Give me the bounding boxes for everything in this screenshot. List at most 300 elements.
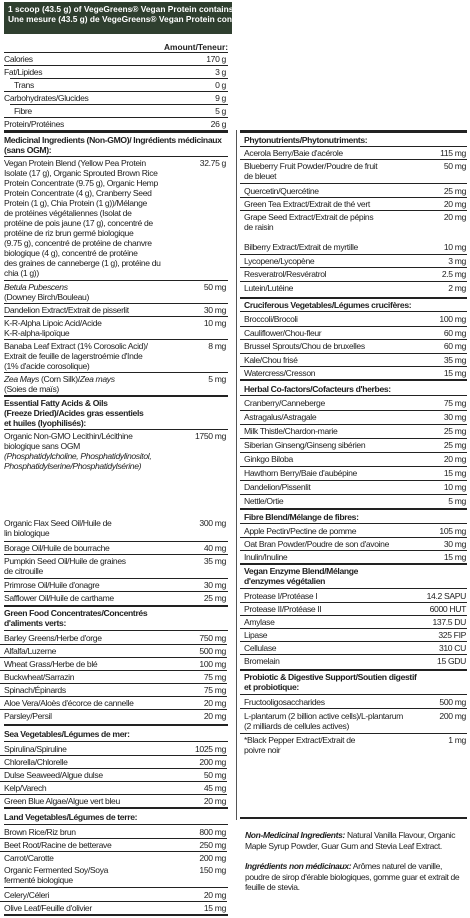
value: 300 mg [199, 518, 226, 528]
label: Lutein/Lutéine [244, 282, 294, 293]
value: 50 mg [203, 282, 226, 292]
divider [4, 741, 228, 742]
text-line: Probiotic & Digestive Support/Soutien digestif [244, 672, 417, 682]
label: Cellulase [244, 643, 277, 653]
divider [240, 550, 467, 551]
value: 200 mg [199, 853, 226, 863]
text-line: et probiotique: [244, 682, 299, 692]
divider [240, 311, 467, 312]
divider [4, 554, 228, 555]
supplement-facts-panel [4, 2, 467, 916]
value: 5 mg [208, 374, 226, 384]
list-item [244, 283, 466, 293]
fibre-title: Fibre Blend/Mélange de fibres: [244, 512, 359, 522]
text-line: Organic Flax Seed Oil/Huile de [4, 518, 112, 528]
value: 20 mg [203, 711, 226, 721]
divider [240, 197, 467, 198]
text-line: (9.75 g), concentré de protéine de chanvre [4, 238, 152, 248]
divider [240, 563, 467, 565]
bottom-border [4, 914, 228, 916]
label: Cranberry/Canneberge [244, 398, 325, 408]
label: Primrose Oil/Huile d'onagre [4, 580, 100, 590]
list-item [244, 630, 466, 640]
sea-title: Sea Vegetables/Légumes de mer: [4, 729, 130, 739]
quercetin-row [244, 186, 466, 196]
divider [4, 541, 228, 542]
list-item [4, 744, 226, 754]
list-item [4, 711, 226, 721]
text-line: Essential Fatty Acids & Oils [4, 398, 108, 408]
serving-line-en: 1 scoop (43.5 g) of VegeGreens® Vegan Protein contains/ [8, 4, 236, 14]
safflower-row [4, 593, 226, 603]
text-line: K-R-Alpha Lipoic Acid/Acide [4, 318, 102, 328]
text-line: de citrouille [4, 566, 43, 576]
label: Safflower Oil/Huile de carthame [4, 593, 114, 603]
enzyme-title [244, 566, 466, 586]
label: Fructooligosaccharides [244, 697, 325, 707]
text-line: Banaba Leaf Extract (1% Corosolic Acid)/ [4, 341, 148, 351]
divider [240, 281, 467, 282]
pepper-row [244, 735, 466, 755]
divider [240, 733, 467, 734]
value: 25 mg [443, 186, 466, 196]
label: Lipase [244, 630, 268, 640]
list-item [244, 412, 466, 422]
divider [4, 578, 228, 579]
macro-value: 170 g [206, 54, 226, 64]
list-item [4, 685, 226, 695]
plantarum-row [244, 711, 466, 731]
label: Nettle/Ortie [244, 496, 284, 506]
label: Buckwheat/Sarrazin [4, 672, 75, 682]
lipoic-row [4, 318, 226, 338]
value: 75 mg [443, 398, 466, 408]
divider [240, 480, 467, 481]
macro-label: Fibre [14, 106, 32, 116]
value: 25 mg [203, 593, 226, 603]
label: Lycopene/Lycopène [244, 255, 315, 266]
list-item [244, 454, 466, 464]
divider [4, 91, 228, 92]
medicinal-title: Medicinal Ingredients (Non-GMO)/ Ingrédients médicinaux (sans OGM): [4, 135, 222, 155]
text-line: poivre noir [244, 745, 281, 755]
label: Chlorella/Chlorelle [4, 757, 68, 767]
label: Ginkgo Biloba [244, 454, 293, 464]
divider [240, 410, 467, 411]
list-item [4, 698, 226, 708]
value: 1 mg [448, 735, 466, 745]
list-item [244, 242, 466, 252]
divider [240, 537, 467, 538]
list-item [244, 355, 466, 365]
text-line: fermenté biologique [4, 875, 73, 885]
value: 20 mg [203, 890, 226, 900]
divider [4, 605, 228, 607]
macro-row [4, 80, 226, 90]
efa-title [4, 398, 228, 428]
text-line: Betula Pubescens [4, 282, 68, 292]
divider [0, 696, 227, 697]
greentea-row [244, 199, 466, 209]
list-item [4, 770, 226, 780]
text-line: Organic Non-GMO Lecithin/Lécithine [4, 431, 133, 441]
value: 15 GDU [437, 656, 466, 666]
value: 50 mg [443, 161, 466, 171]
divider [240, 146, 467, 147]
label: Bromelain [244, 656, 280, 666]
value: 75 mg [203, 672, 226, 682]
macro-label: Trans [14, 80, 34, 90]
macro-label: Calories [4, 54, 33, 64]
divider [0, 768, 227, 769]
label: Siberian Ginseng/Ginseng sibérien [244, 440, 366, 450]
label: Milk Thistle/Chardon-marie [244, 426, 338, 436]
soy-row [4, 865, 226, 885]
value: 100 mg [439, 314, 466, 324]
macro-row [4, 93, 226, 103]
divider [240, 654, 467, 655]
value: 10 mg [443, 242, 466, 252]
text-line: (Phosphatidylcholine, Phosphatidylinositol, [4, 451, 152, 461]
divider [4, 824, 228, 825]
divider [240, 466, 467, 467]
value: 30 mg [203, 305, 226, 315]
text-line: d'enzymes végétalien [244, 576, 326, 586]
macro-row [4, 67, 226, 77]
nonmed-fr-title: Ingrédients non médicinaux: [245, 861, 352, 871]
divider [4, 591, 228, 592]
list-item [4, 646, 226, 656]
divider [240, 424, 467, 425]
value: 15 mg [443, 468, 466, 478]
divider [4, 339, 228, 340]
list-item [4, 796, 226, 806]
list-item [244, 482, 466, 492]
list-item [244, 328, 466, 338]
text-part: Zea mays [79, 374, 115, 384]
value: 14.2 SAPU [426, 591, 466, 601]
text-line: biologique sans OGM [4, 441, 80, 451]
divider [4, 117, 228, 118]
divider [4, 156, 228, 157]
divider [240, 708, 467, 709]
list-item [244, 440, 466, 450]
divider [0, 838, 227, 839]
value: 500 mg [439, 697, 466, 707]
list-item [244, 539, 466, 549]
divider [0, 851, 227, 852]
nonmed-title: Non-Medicinal Ingredients: [245, 830, 345, 840]
divider [240, 183, 467, 184]
list-item [244, 341, 466, 351]
divider [4, 372, 228, 373]
divider [240, 494, 467, 495]
divider [240, 379, 467, 381]
value: 20 mg [443, 199, 466, 209]
fos-row [244, 697, 466, 707]
text-line: (Soies de maïs) [4, 384, 59, 394]
value: 200 mg [439, 711, 466, 721]
value: 800 mg [199, 827, 226, 837]
list-item [244, 552, 466, 562]
value: 10 mg [443, 482, 466, 492]
macro-row [4, 54, 226, 64]
divider [240, 588, 467, 589]
value: 30 mg [203, 580, 226, 590]
divider [240, 353, 467, 354]
label: Quercetin/Quercétine [244, 186, 319, 196]
dandelion-row [4, 305, 226, 315]
divider [240, 159, 467, 160]
divider [240, 669, 467, 671]
text-line: (2 milliards de cellules actives) [244, 721, 349, 731]
phyto-title: Phytonutrients/Phytonutriments: [244, 135, 368, 145]
label: Dandelion/Pissenlit [244, 482, 311, 492]
text-line: de raisin [244, 222, 274, 232]
protein-blend-row [4, 158, 226, 278]
list-item [4, 633, 226, 643]
text-line: K-R-alpha-lipoïque [4, 328, 70, 338]
probiotic-title [244, 672, 466, 692]
list-item [244, 269, 466, 279]
label: Spinach/Épinards [4, 685, 66, 695]
label: Celery/Céleri [4, 890, 50, 900]
divider [240, 366, 467, 367]
text-line: Phosphatidylserine/Phosphatidylsérine) [4, 461, 142, 471]
list-item [244, 398, 466, 408]
value: 35 mg [203, 556, 226, 566]
serving-header [4, 2, 253, 34]
value: 150 mg [199, 865, 226, 875]
value: 250 mg [199, 840, 226, 850]
label: Beet Root/Racine de betterave [4, 840, 112, 850]
divider [0, 755, 227, 756]
label: Green Blue Algae/Algue vert bleu [4, 796, 120, 806]
macro-value: 9 g [215, 93, 226, 103]
bottom-border [240, 817, 467, 819]
macro-value: 26 g [210, 119, 226, 129]
divider [240, 641, 467, 642]
list-item [244, 604, 466, 614]
value: 50 mg [203, 770, 226, 780]
value: 10 mg [203, 318, 226, 328]
divider [240, 615, 467, 616]
value: 1750 mg [195, 431, 226, 441]
herbal-title: Herbal Co-factors/Cofacteurs d'herbes: [244, 384, 391, 394]
label: Bilberry Extract/Extrait de myrtille [244, 242, 358, 252]
macro-row [4, 106, 226, 116]
list-item [244, 256, 466, 266]
divider [0, 901, 227, 902]
value: 40 mg [203, 543, 226, 553]
divider [240, 602, 467, 603]
text-line: (1% d'acide corosolique) [4, 361, 90, 371]
label: Dandelion Extract/Extrait de pisserlit [4, 305, 129, 315]
value: 20 mg [203, 796, 226, 806]
list-item [244, 526, 466, 536]
divider [240, 628, 467, 629]
text-part: Zea Mays [4, 374, 39, 384]
text-line: Isolate (17 g), Organic Sprouted Brown Rice [4, 168, 158, 178]
divider [0, 657, 227, 658]
label: Inulin/Inuline [244, 552, 288, 562]
macro-value: 3 g [215, 67, 226, 77]
protein-blend-value: 32.75 g [199, 158, 226, 168]
text-line: Blueberry Fruit Powder/Poudre de fruit [244, 161, 378, 171]
divider [240, 339, 467, 340]
label: Dulse Seaweed/Algue dulse [4, 770, 103, 780]
divider [4, 395, 228, 397]
list-item [4, 890, 226, 900]
thick-divider [240, 130, 467, 133]
lecithin-row [4, 431, 226, 471]
green-title [4, 608, 228, 628]
label: Resveratrol/Resvératrol [244, 269, 327, 279]
nonmed-text: Natural Vanilla Flavour, Organic Maple Syrup Powder, Guar Gum and Stevia Leaf Extract. [245, 830, 456, 851]
label: Kelp/Varech [4, 783, 47, 793]
value: 20 mg [443, 212, 466, 222]
label: Cauliflower/Chou-fleur [244, 327, 322, 338]
list-item [4, 853, 226, 863]
divider [240, 326, 467, 327]
zea-row [4, 374, 226, 394]
borage-row [4, 543, 226, 553]
divider [0, 683, 227, 684]
value: 20 mg [443, 454, 466, 464]
list-item [244, 496, 466, 506]
land-title: Land Vegetables/Légumes de terre: [4, 812, 138, 822]
label: Watercress/Cresson [244, 368, 316, 378]
text-line: Vegan Enzyme Blend/Mélange [244, 566, 359, 576]
label: Olive Leaf/Feuille d'olivier [4, 903, 92, 913]
label: Alfalfa/Luzerne [4, 646, 57, 656]
label: Spirulina/Spiruline [4, 744, 67, 754]
text-line: des graines de canneberge (1 g), protéine du [4, 258, 161, 268]
label: Green Tea Extract/Extrait de thé vert [244, 199, 370, 209]
divider [4, 316, 228, 317]
value: 15 mg [203, 903, 226, 913]
protein-blend-label [4, 158, 176, 278]
macro-label: Fat/Lipides [4, 67, 43, 77]
list-item [244, 656, 466, 666]
text-line: Grape Seed Extract/Extrait de pépins [244, 212, 374, 222]
divider [10, 78, 228, 79]
non-medicinal-text [245, 830, 467, 903]
label: Amylase [244, 617, 275, 627]
label: Apple Pectin/Pectine de pomme [244, 526, 357, 536]
value: 35 mg [443, 354, 466, 365]
list-item [244, 591, 466, 601]
text-line: Pumpkin Seed Oil/Huile de graines [4, 556, 126, 566]
divider [240, 210, 467, 211]
thick-divider [4, 130, 228, 133]
label: Carrot/Carotte [4, 853, 54, 863]
text-line: d'aliments verts: [4, 618, 67, 628]
label: Protease I/Protéase I [244, 591, 318, 601]
serving-line-fr: Une mesure (43.5 g) de VegeGreens® Vegan Protein contient: [8, 14, 253, 24]
value: 30 mg [443, 412, 466, 422]
value: 75 mg [203, 685, 226, 695]
divider [240, 452, 467, 453]
value: 2.5 mg [441, 269, 466, 279]
value: 200 mg [199, 757, 226, 767]
text-line: L-plantarum (2 billion active cells)/L-plantarum [244, 711, 403, 721]
divider [240, 254, 467, 255]
list-item [4, 672, 226, 682]
text-line: et huiles (lyophilisés): [4, 418, 86, 428]
value: 750 mg [199, 633, 226, 643]
divider [4, 630, 228, 631]
value: 3 mg [448, 255, 466, 266]
list-item [4, 827, 226, 837]
column-divider [236, 130, 237, 820]
value: 5 mg [448, 496, 466, 506]
value: 15 mg [443, 368, 466, 378]
text-line: Protein (1 g), Chia Protein (1 g))/Mélange [4, 198, 147, 208]
divider [4, 280, 228, 281]
divider [240, 694, 467, 695]
divider [240, 523, 467, 524]
text-line: protéine de pois jaune (17 g), concentré de [4, 218, 153, 228]
list-item [244, 617, 466, 627]
text-line: (Freeze Dried)/Acides gras essentiels [4, 408, 144, 418]
divider [0, 644, 227, 645]
value: 115 mg [440, 148, 466, 158]
flax-row [4, 518, 226, 538]
value: 105 mg [439, 526, 466, 536]
divider [4, 429, 228, 430]
acerola-row [244, 148, 466, 158]
blueberry-row [244, 161, 466, 181]
text-line: Green Food Concentrates/Concentrés [4, 608, 148, 618]
list-item [4, 757, 226, 767]
text-line: Extrait de feuille de lagerstroémie d'Inde [4, 351, 143, 361]
label: Brussel Sprouts/Chou de bruxelles [244, 341, 365, 351]
text-line: Protein Concentrate (9.75 g), Organic Hemp [4, 178, 158, 188]
value: 45 mg [203, 783, 226, 793]
nonmed-fr-text: Arômes naturel de vanille, poudre de sirop d'érable biologiques, gomme guar et extrait de feuille de stevia. [245, 861, 460, 892]
value: 310 CU [438, 643, 466, 653]
betula-row [4, 282, 226, 302]
list-item [244, 643, 466, 653]
divider [0, 781, 227, 782]
label: Kale/Chou frisé [244, 354, 298, 365]
list-item [244, 468, 466, 478]
macro-value: 0 g [215, 80, 226, 90]
value: 20 mg [203, 698, 226, 708]
divider [240, 508, 467, 510]
divider [240, 438, 467, 439]
macro-row [4, 119, 226, 129]
text-line: Vegan Protein Blend (Yellow Pea Protein [4, 158, 146, 168]
value: 15 mg [443, 552, 466, 562]
divider [240, 297, 467, 299]
banaba-row [4, 341, 226, 371]
value: 325 FIP [438, 630, 466, 640]
label: Aloe Vera/Aloès d'écorce de cannelle [4, 698, 134, 708]
divider [4, 65, 228, 66]
label: Protease II/Protéase II [244, 604, 322, 614]
list-item [4, 783, 226, 793]
divider [4, 52, 228, 53]
divider [4, 887, 228, 888]
text-line: chia (1 g)) [4, 268, 39, 278]
macro-label: Carbohydrates/Glucides [4, 93, 89, 103]
list-item [4, 903, 226, 913]
label: Brown Rice/Riz brun [4, 827, 76, 837]
text-line: biologique (4 g), concentré de protéine [4, 248, 138, 258]
value: 137.5 DU [432, 617, 466, 627]
